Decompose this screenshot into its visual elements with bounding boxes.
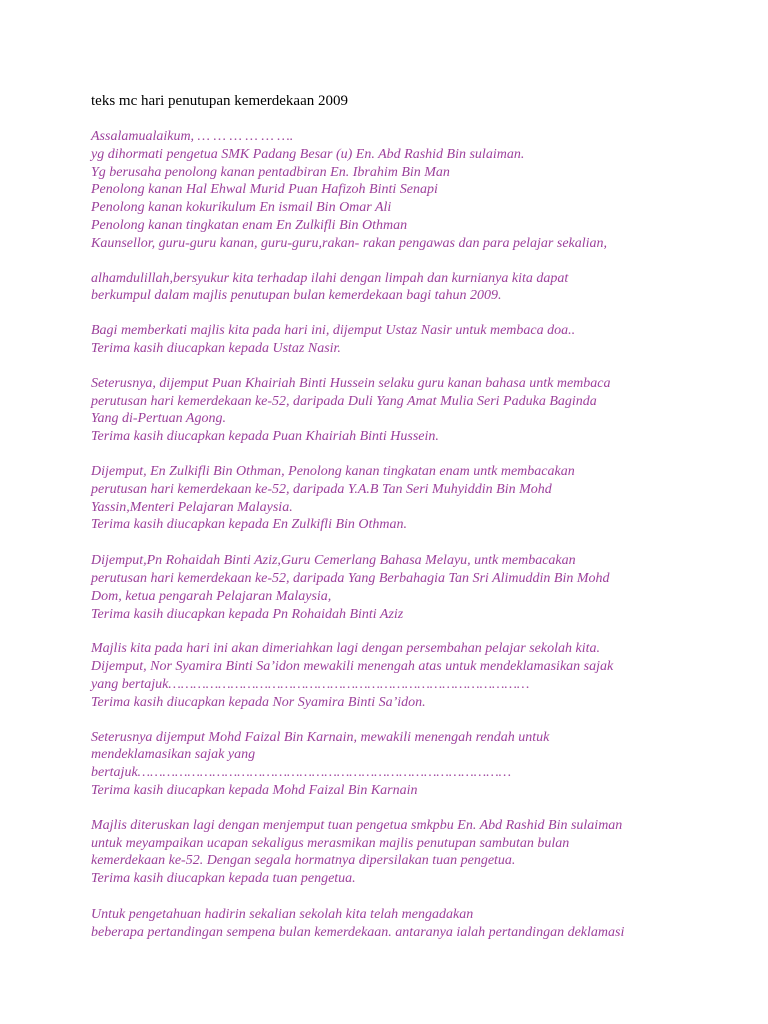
text-line: Terima kasih diucapkan kepada Mohd Faizal Bin Karnain — [91, 782, 418, 798]
text-line: Majlis kita pada hari ini akan dimeriahkan lagi dengan persembahan pelajar sekolah kita. — [91, 641, 600, 657]
text-line: Yang di-Pertuan Agong. — [91, 411, 226, 427]
text-line: Terima kasih diucapkan kepada Nor Syamira Binti Sa’idon. — [91, 694, 426, 710]
text-line: Terima kasih diucapkan kepada En Zulkifli Bin Othman. — [91, 517, 408, 533]
text-line: Penolong kanan Hal Ehwal Murid Puan Hafizoh Binti Senapi — [91, 182, 438, 198]
text-line: Terima kasih diucapkan kepada Ustaz Nasir. — [91, 340, 341, 356]
text-line: Dijemput, En Zulkifli Bin Othman, Penolong kanan tingkatan enam untk membacakan — [91, 463, 575, 479]
document-title: teks mc hari penutupan kemerdekaan 2009 — [91, 93, 348, 109]
paragraph — [91, 906, 728, 942]
paragraph — [91, 729, 728, 800]
paragraph — [91, 552, 728, 623]
text-line: Dom, ketua pengarah Pelajaran Malaysia, — [91, 588, 332, 604]
text-line: Penolong kanan tingkatan enam En Zulkifli Bin Othman — [91, 217, 408, 233]
paragraph — [91, 463, 728, 534]
text-line: kemerdekaan ke-52. Dengan segala hormatnya dipersilakan tuan pengetua. — [91, 853, 516, 869]
text-line: Terima kasih diucapkan kepada Pn Rohaidah Binti Aziz — [91, 606, 404, 622]
paragraph — [91, 817, 728, 888]
text-line: bertajuk……………………………………………………………………………… — [91, 765, 512, 781]
text-line: beberapa pertandingan sempena bulan kemerdekaan. antaranya ialah pertandingan deklamasi — [91, 924, 625, 940]
paragraph — [91, 270, 728, 306]
text-line: berkumpul dalam majlis penutupan bulan kemerdekaan bagi tahun 2009. — [91, 288, 502, 304]
text-line: Majlis diteruskan lagi dengan menjemput tuan pengetua smkpbu En. Abd Rashid Bin sulaiman — [91, 817, 623, 833]
text-line: yg dihormati pengetua SMK Padang Besar (u) En. Abd Rashid Bin sulaiman. — [91, 146, 525, 162]
paragraph — [91, 322, 728, 358]
text-line: untuk meyampaikan ucapan sekaligus merasmikan majlis penutupan sambutan bulan — [91, 835, 570, 851]
text-line: alhamdulillah,bersyukur kita terhadap ilahi dengan limpah dan kurnianya kita dapat — [91, 270, 569, 286]
text-line: perutusan hari kemerdekaan ke-52, daripada Y.A.B Tan Seri Muhyiddin Bin Mohd — [91, 481, 552, 497]
text-line: Untuk pengetahuan hadirin sekalian sekolah kita telah mengadakan — [91, 906, 474, 922]
text-line: Yassin,Menteri Pelajaran Malaysia. — [91, 499, 293, 515]
text-line: Terima kasih diucapkan kepada Puan Khairiah Binti Hussein. — [91, 429, 439, 445]
text-line: Seterusnya, dijemput Puan Khairiah Binti Hussein selaku guru kanan bahasa untk membaca — [91, 375, 611, 391]
text-line: Bagi memberkati majlis kita pada hari ini, dijemput Ustaz Nasir untuk membaca doa.. — [91, 323, 576, 339]
text-line: Terima kasih diucapkan kepada tuan pengetua. — [91, 871, 356, 887]
text-line: Dijemput, Nor Syamira Binti Sa’idon mewakili menengah atas untuk mendeklamasikan sajak — [91, 659, 614, 675]
document-body — [91, 128, 728, 941]
paragraph — [91, 640, 728, 711]
text-line: Yg berusaha penolong kanan pentadbiran En. Ibrahim Bin Man — [91, 164, 450, 180]
text-line: Dijemput,Pn Rohaidah Binti Aziz,Guru Cemerlang Bahasa Melayu, untk membacakan — [91, 553, 576, 569]
paragraph — [91, 128, 728, 253]
text-line: Assalamualaikum, … … … … … …. — [91, 129, 294, 144]
text-line: perutusan hari kemerdekaan ke-52, daripada Yang Berbahagia Tan Sri Alimuddin Bin Mohd — [91, 570, 610, 586]
paragraph — [91, 375, 728, 446]
text-line: mendeklamasikan sajak yang — [91, 747, 256, 763]
text-line: perutusan hari kemerdekaan ke-52, daripada Duli Yang Amat Mulia Seri Paduka Baginda — [91, 393, 597, 409]
text-line: Kaunsellor, guru-guru kanan, guru-guru,rakan- rakan pengawas dan para pelajar sekalian, — [91, 235, 608, 251]
text-line: Seterusnya dijemput Mohd Faizal Bin Karnain, mewakili menengah rendah untuk — [91, 729, 550, 745]
text-line: Penolong kanan kokurikulum En ismail Bin Omar Ali — [91, 200, 392, 216]
text-line: yang bertajuk…………………………………………………………………………… — [91, 676, 530, 692]
